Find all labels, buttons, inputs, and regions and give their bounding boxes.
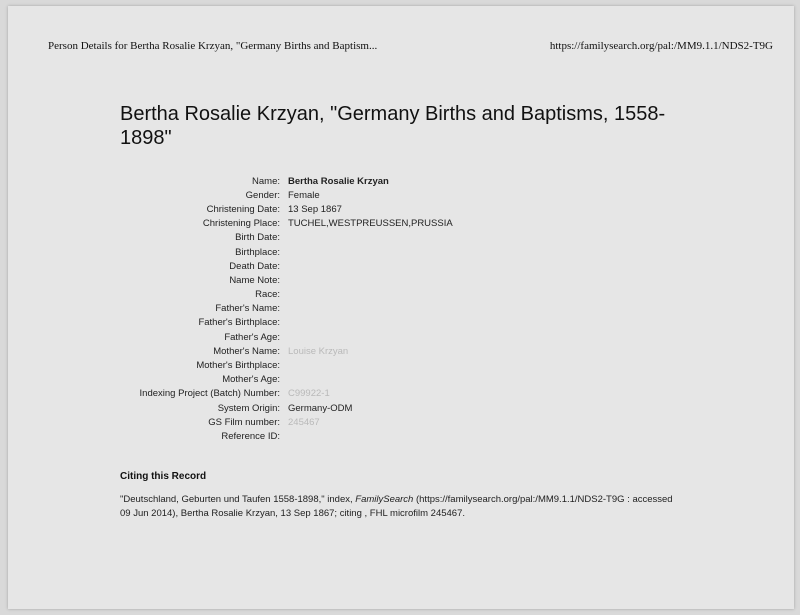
citation-text xyxy=(120,493,680,521)
field-label: Birthplace: xyxy=(235,246,280,258)
field-row-christening-place xyxy=(108,217,453,231)
field-row-name-note xyxy=(108,273,453,287)
field-row-death-date xyxy=(108,259,453,273)
field-row-race xyxy=(108,288,453,302)
field-label: Father's Age: xyxy=(224,331,280,343)
field-row-fathers-birthplace xyxy=(108,316,453,330)
field-label: Christening Date: xyxy=(206,203,280,215)
field-row-birthplace xyxy=(108,245,453,259)
field-label: System Origin: xyxy=(217,402,280,414)
field-label: Death Date: xyxy=(229,260,280,272)
field-value: TUCHEL,WESTPREUSSEN,PRUSSIA xyxy=(288,218,453,230)
field-label: Mother's Age: xyxy=(222,374,280,386)
citation-text-start: "Deutschland, Geburten und Taufen 1558-1898," index, xyxy=(120,494,356,505)
field-value: C99922-1 xyxy=(288,388,330,400)
field-label: Race: xyxy=(255,289,280,301)
field-value: 245467 xyxy=(288,416,320,428)
field-row-system-origin xyxy=(108,401,453,415)
field-row-christening-date xyxy=(108,202,453,216)
field-row-gs-film-number xyxy=(108,415,453,429)
field-label: Birth Date: xyxy=(235,232,280,244)
person-details-table xyxy=(108,174,453,444)
field-row-reference-id xyxy=(108,429,453,443)
field-label: Name Note: xyxy=(229,274,280,286)
print-header-url: https://familysearch.org/pal:/MM9.1.1/NDS2-T9G xyxy=(549,40,773,52)
field-label: Christening Place: xyxy=(202,218,280,230)
citation-text-end: (https://familysearch.org/pal:/MM9.1.1/NDS2-T9G : accessed 09 Jun 2014), Bertha Rosalie Krzyan, 13 Sep 1867; citing , FHL microfilm 245467. xyxy=(120,494,673,519)
field-label: Mother's Birthplace: xyxy=(196,360,280,372)
field-label: Reference ID: xyxy=(221,430,280,442)
field-label: Indexing Project (Batch) Number: xyxy=(139,388,280,400)
field-value: Germany-ODM xyxy=(288,402,353,414)
printed-page xyxy=(8,6,794,609)
print-header-title: Person Details for Bertha Rosalie Krzyan, "Germany Births and Baptism... xyxy=(48,40,378,52)
field-row-mothers-age xyxy=(108,373,453,387)
page-title: Bertha Rosalie Krzyan, "Germany Births and Baptisms, 1558-1898" xyxy=(120,103,666,149)
field-value: Louise Krzyan xyxy=(288,345,349,357)
citation-source-name: FamilySearch xyxy=(355,494,414,505)
field-row-fathers-name xyxy=(108,302,453,316)
field-label: Name: xyxy=(252,175,280,187)
field-row-name xyxy=(108,174,453,188)
field-row-gender xyxy=(108,188,453,202)
field-row-indexing-project xyxy=(108,387,453,401)
field-row-fathers-age xyxy=(108,330,453,344)
field-row-mothers-birthplace xyxy=(108,358,453,372)
citation-heading: Citing this Record xyxy=(120,471,207,482)
field-label: Mother's Name: xyxy=(213,345,280,357)
field-value: Bertha Rosalie Krzyan xyxy=(288,175,389,187)
print-header xyxy=(48,40,773,52)
field-label: GS Film number: xyxy=(208,416,280,428)
field-label: Gender: xyxy=(245,189,280,201)
field-value: Female xyxy=(288,189,320,201)
field-value: 13 Sep 1867 xyxy=(288,203,342,215)
field-label: Father's Name: xyxy=(215,303,280,315)
field-row-birth-date xyxy=(108,231,453,245)
field-label: Father's Birthplace: xyxy=(198,317,280,329)
field-row-mothers-name xyxy=(108,344,453,358)
